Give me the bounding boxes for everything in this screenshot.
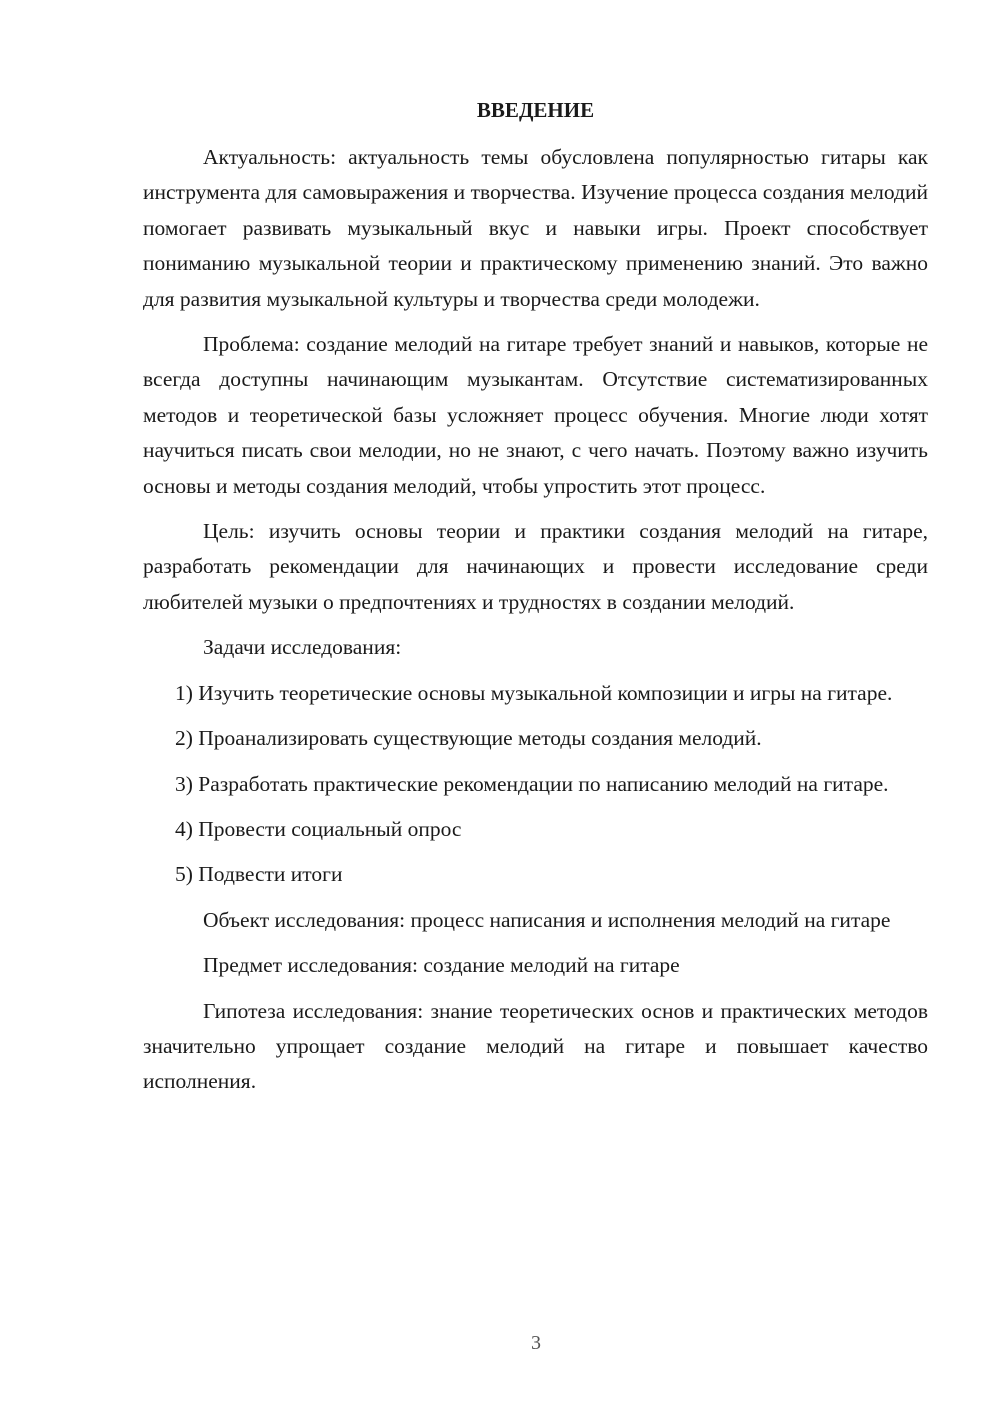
hypothesis-paragraph: Гипотеза исследования: знание теоретических основ и практических методов значительно упрощает создание мелодий на гитаре и повышает качество исполнения.: [143, 998, 928, 1094]
task-item-4: 4) Провести социальный опрос: [175, 816, 462, 841]
task-item-5: 5) Подвести итоги: [175, 862, 343, 887]
object-paragraph: Объект исследования: процесс написания и исполнения мелодий на гитаре: [203, 907, 891, 932]
problem-paragraph: Проблема: создание мелодий на гитаре требует знаний и навыков, которые не всегда доступны начинающим музыкантам. Отсутствие систематизированных методов и теоретической базы усложняет процесс обучения. Многие люди хотят научиться писать свои мелодии, но не знают, с чего начать. Поэтому важно изучить основы и методы создания мелодий, чтобы упростить этот процесс.: [143, 332, 928, 498]
task-item-1: 1) Изучить теоретические основы музыкальной композиции и игры на гитаре.: [175, 680, 893, 705]
task-item-3: 3) Разработать практические рекомендации по написанию мелодий на гитаре.: [175, 771, 889, 796]
tasks-title: Задачи исследования:: [203, 635, 402, 660]
task-item-2: 2) Проанализировать существующие методы создания мелодий.: [175, 726, 762, 751]
relevance-paragraph: Актуальность: актуальность темы обусловлена популярностью гитары как инструмента для самовыражения и творчества. Изучение процесса создания мелодий помогает развивать музыкальный вкус и навыки игры. Проект способствует пониманию музыкальной теории и практическому применению знаний. Это важно для развития музыкальной культуры и творчества среди молодежи.: [143, 145, 928, 311]
page-number: 3: [531, 1332, 541, 1354]
subject-paragraph: Предмет исследования: создание мелодий на гитаре: [203, 953, 680, 978]
document-page: [143, 92, 928, 1110]
page-title: ВВЕДЕНИЕ: [476, 98, 595, 122]
goal-paragraph: Цель: изучить основы теории и практики создания мелодий на гитаре, разработать рекомендации для начинающих и провести исследование среди любителей музыки о предпочтениях и трудностях в создании мелодий.: [143, 519, 928, 614]
